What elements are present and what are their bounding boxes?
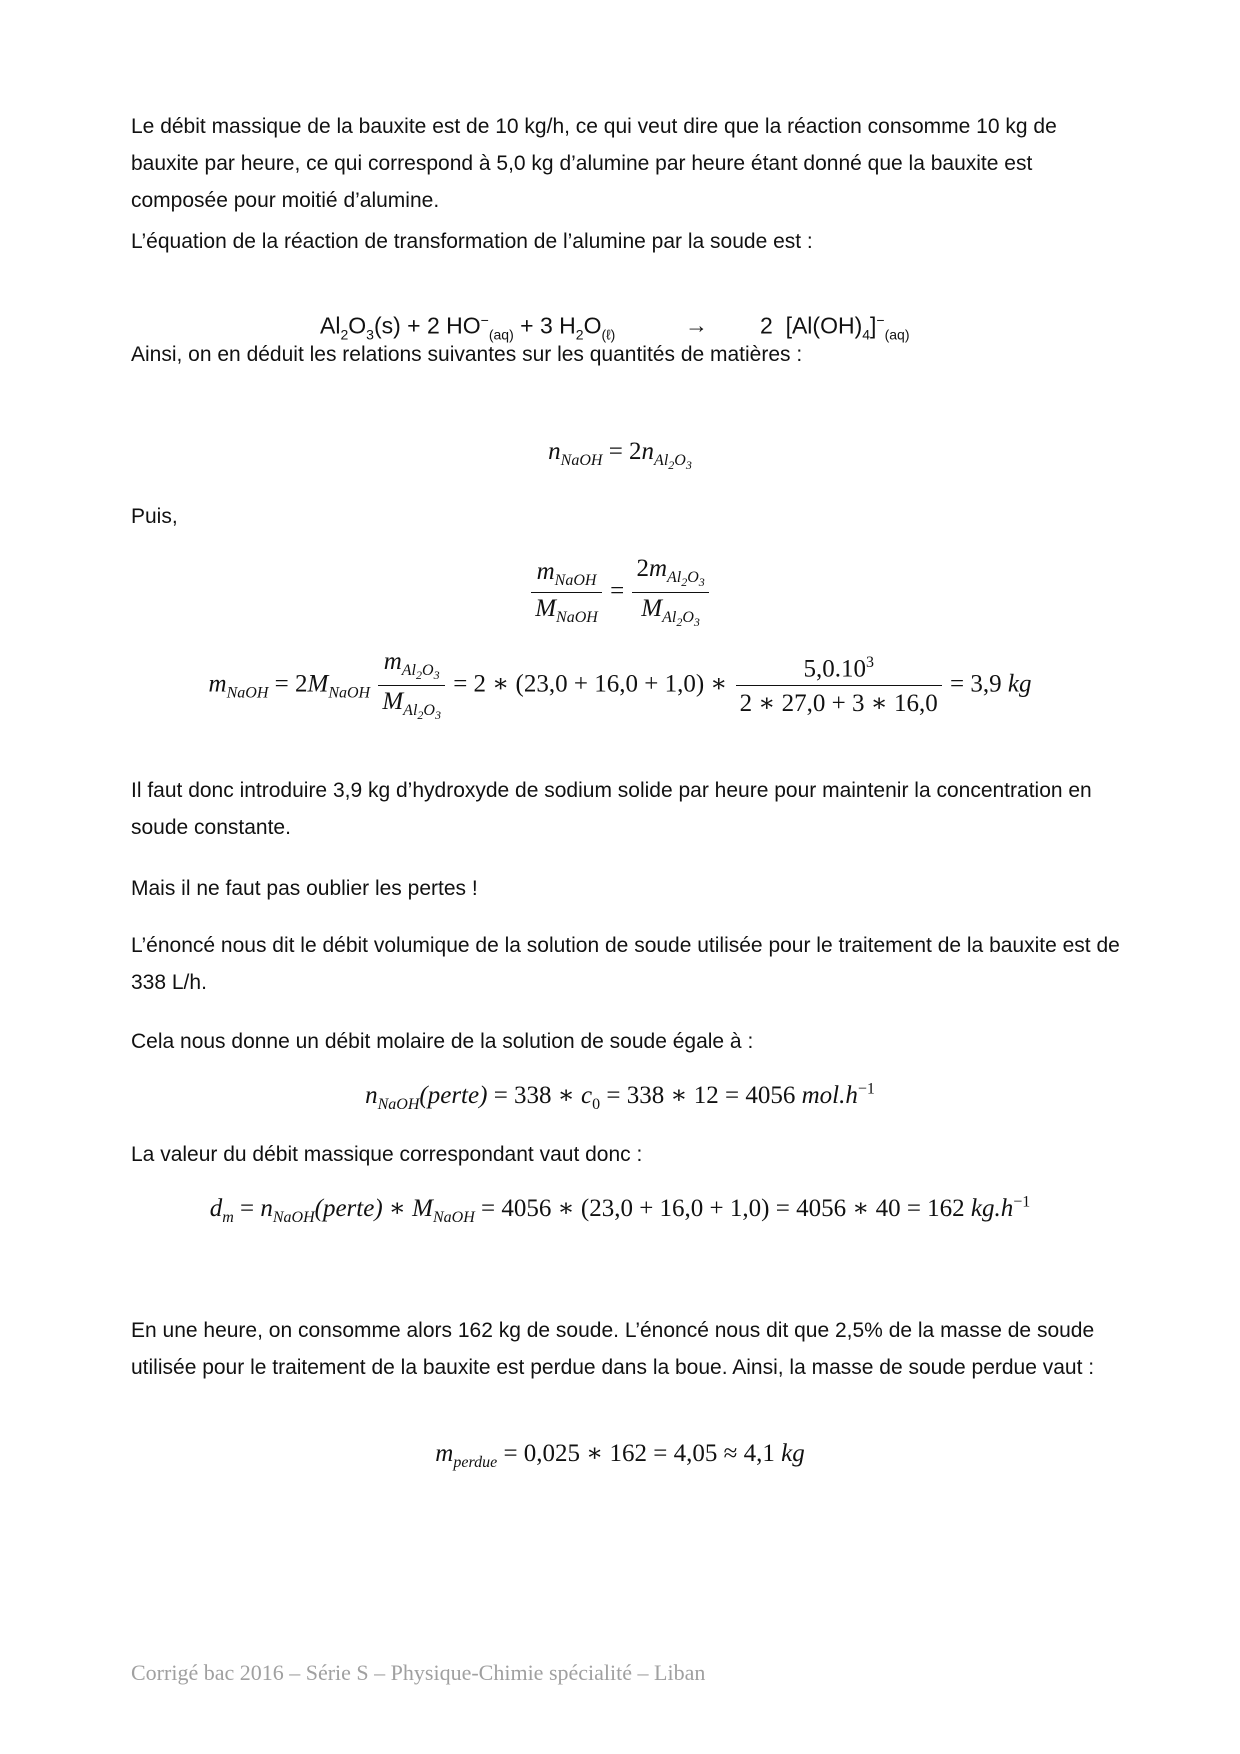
equation-molar-flow: $n_{NaOH}(perte) = 338$ ∗ $c_0 = 338$ ∗ 12 = 4056 $mol.h^{-1}$ (365, 1080, 875, 1113)
paragraph-mass-flow-intro: La valeur du débit massique correspondant vaut donc : (131, 1143, 643, 1166)
paragraph-volumetric-flow: L’énoncé nous dit le débit volumique de la solution de soude utilisée pour le traitement de la bauxite est de 338 L/h. (131, 934, 1120, 994)
equation-mole-ratio: $n_{NaOH} = 2n_{Al_2O_3}$ (548, 438, 692, 473)
paragraph-reaction-intro: L’équation de la réaction de transformation de l’alumine par la soude est : (131, 230, 813, 253)
equation-mass-flow: $d_m$ = $n_{NaOH}(perte)$ ∗ $M_{NaOH} = 4056$ ∗ (23,0 + 16,0 + 1,0) = 4056 ∗ 40 = 162 $kg.h^{-1}$ (209, 1193, 1031, 1226)
chem-product: 2 $[Al(OH)_4]^-_{(aq)}$ (760, 312, 910, 343)
chem-reactants: $Al_2O_3(s) + 2$ $HO^-_{(aq)} + 3$ $H_2O_{(\ell)}$ (320, 312, 616, 343)
equation-mass-ratio: $\frac{m_{NaOH}}{M_{NaOH}}$ = $\frac{2m_{Al_2O_3}}{M_{Al_2O_3}}$ (0, 555, 1240, 630)
paragraph-pertes: Mais il ne faut pas oublier les pertes ! (131, 877, 478, 900)
equation-mass-naoh: $m_{NaOH} = 2M_{NaOH}$ $\frac{m_{Al_2O_3}}{M_{Al_2O_3}}$ = 2 ∗ (23,0 + 16,0 + 1,0) ∗ $\frac{5,0.10^3}{2 ∗ 27,0 + 3 ∗ 16,0}$ = 3,9 kg (208, 648, 1032, 723)
equation-lost-mass: $m_{perdue} = 0,025$ ∗ 162 = 4,05 ≈ 4,1 kg (435, 1440, 805, 1471)
paragraph-introduce-naoh: Il faut donc introduire 3,9 kg d’hydroxyde de sodium solide par heure pour maintenir la concentration en soude constante. (131, 779, 1092, 839)
paragraph-bauxite-flow: Le débit massique de la bauxite est de 10 kg/h, ce qui veut dire que la réaction consomme 10 kg de bauxite par heure, ce qui correspond à 5,0 kg d’alumine par heure étant donné que la bauxite est composée pour moitié d’alumine. (131, 115, 1057, 212)
paragraph-lost-mass-intro: En une heure, on consomme alors 162 kg de soude. L’énoncé nous dit que 2,5% de la masse de soude utilisée pour le traitement de la bauxite est perdue dans la boue. Ainsi, la masse de soude perdue vaut : (131, 1319, 1095, 1379)
page-footer: Corrigé bac 2016 – Série S – Physique-Chimie spécialité – Liban (131, 1660, 706, 1685)
paragraph-quantities: Ainsi, on en déduit les relations suivantes sur les quantités de matières : (131, 343, 803, 366)
chem-arrow: → (685, 312, 708, 338)
paragraph-puis: Puis, (131, 505, 178, 528)
paragraph-molar-flow-intro: Cela nous donne un débit molaire de la solution de soude égale à : (131, 1030, 754, 1053)
